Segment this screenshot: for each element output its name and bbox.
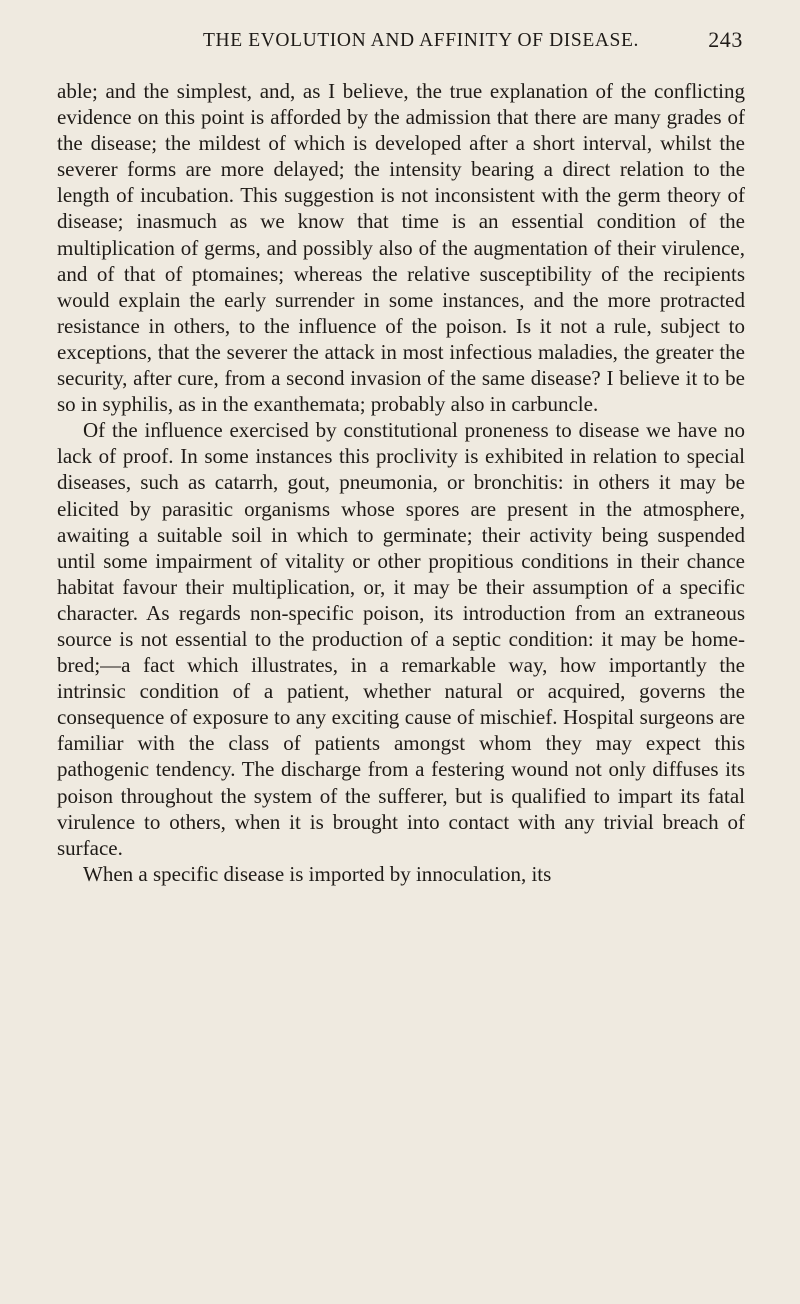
paragraph-constitutional-proneness: Of the influence exercised by constitutional proneness to disease we have no lack of proof. In some instances this proclivity is exhibited in relation to special diseases, such as catarrh, gout, pneumonia, or bronchitis: in others it may be elicited by parasitic organisms whose spores are present in the atmosphere, awaiting a suitable soil in which to germinate; their activity being suspended until some impairment of vitality or other propitious conditions in their chance habitat favour their multiplication, or, it may be their assumption of a specific character. As regards non-specific poison, its introduction from an extraneous source is not essential to the production of a septic condition: it may be home-bred;—a fact which illustrates, in a remarkable way, how importantly the intrinsic condition of a patient, whether natural or acquired, governs the consequence of exposure to any exciting cause of mischief. Hospital surgeons are familiar with the class of patients amongst whom they may expect this pathogenic tendency. The discharge from a festering wound not only diffuses its poison throughout the system of the sufferer, but is qualified to impart its fatal virulence to others, when it is brought into contact with any trivial breach of surface.: [57, 418, 745, 860]
paragraph-continuation: able; and the simplest, and, as I believe, the true explanation of the conflicting evidence on this point is afforded by the admission that there are many grades of the disease; the mildest of which is developed after a short interval, whilst the severer forms are more delayed; the intensity bearing a direct relation to the length of incubation. This suggestion is not inconsistent with the germ theory of disease; inasmuch as we know that time is an essential condition of the multiplication of germs, and possibly also of the augmentation of their virulence, and of that of ptomaines; whereas the relative susceptibility of the recipients would explain the early surrender in some instances, and the more protracted resistance in others, to the influence of the poison. Is it not a rule, subject to exceptions, that the severer the attack in most infectious maladies, the greater the security, after cure, from a second invasion of the same disease? I believe it to be so in syphilis, as in the exanthemata; probably also in carbuncle.: [57, 79, 745, 417]
running-title: THE EVOLUTION AND AFFINITY OF DISEASE.: [203, 30, 639, 51]
paragraph-specific-disease: When a specific disease is imported by innoculation, its: [83, 861, 552, 886]
page-number: 243: [708, 27, 743, 52]
running-head: [57, 27, 745, 62]
body-text: [57, 78, 745, 887]
